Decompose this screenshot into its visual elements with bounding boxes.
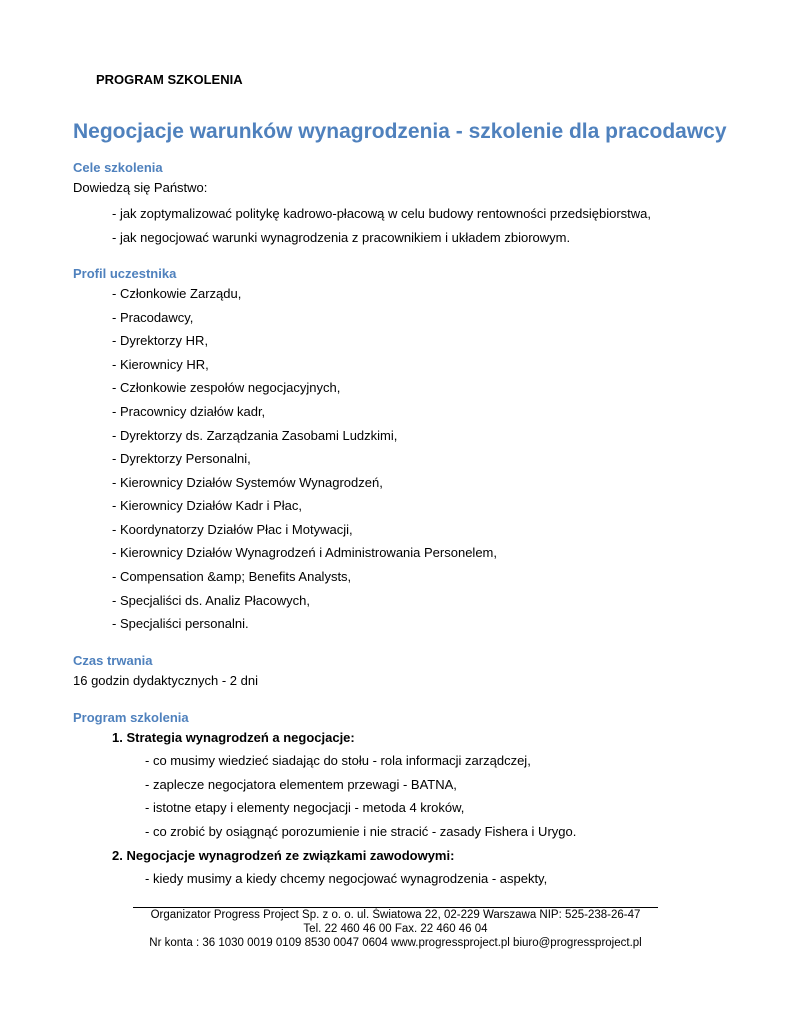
goals-item: - jak negocjować warunki wynagrodzenia z pracownikiem i układem zbiorowym. [112, 230, 571, 245]
profile-item: - Członkowie zespołów negocjacyjnych, [112, 380, 341, 395]
program-section-title: 2. Negocjacje wynagrodzeń ze związkami zawodowymi: [112, 848, 455, 863]
duration-value: 16 godzin dydaktycznych - 2 dni [73, 673, 258, 688]
profile-item: - Koordynatorzy Działów Płac i Motywacji, [112, 522, 353, 537]
footer-phone: Tel. 22 460 46 00 Fax. 22 460 46 04 [303, 923, 488, 935]
footer-account: Nr konta : 36 1030 0019 0109 8530 0047 0604 www.progressproject.pl biuro@progressproject.pl [149, 937, 642, 949]
profile-item: - Kierownicy Działów Wynagrodzeń i Administrowania Personelem, [112, 545, 497, 560]
profile-item: - Członkowie Zarządu, [112, 286, 242, 301]
profile-item: - Dyrektorzy ds. Zarządzania Zasobami Ludzkimi, [112, 428, 398, 443]
program-heading: Program szkolenia [73, 710, 189, 725]
footer-divider [133, 907, 658, 908]
goals-item: - jak zoptymalizować politykę kadrowo-płacową w celu budowy rentowności przedsiębiorstwa, [112, 206, 652, 221]
goals-heading: Cele szkolenia [73, 160, 163, 175]
document-kicker: PROGRAM SZKOLENIA [96, 72, 243, 87]
program-item: - istotne etapy i elementy negocjacji - metoda 4 kroków, [145, 800, 465, 815]
profile-item: - Specjaliści personalni. [112, 616, 249, 631]
program-item: - zaplecze negocjatora elementem przewagi - BATNA, [145, 777, 457, 792]
program-item: - co zrobić by osiągnąć porozumienie i nie stracić - zasady Fishera i Urygo. [145, 824, 577, 839]
program-section-title: 1. Strategia wynagrodzeń a negocjacje: [112, 730, 355, 745]
profile-item: - Kierownicy HR, [112, 357, 209, 372]
profile-item: - Dyrektorzy Personalni, [112, 451, 251, 466]
footer-organizer: Organizator Progress Project Sp. z o. o. ul. Światowa 22, 02-229 Warszawa NIP: 525-238-26-47 [150, 909, 641, 921]
profile-item: - Compensation &amp; Benefits Analysts, [112, 569, 352, 584]
page-title: Negocjacje warunków wynagrodzenia - szkolenie dla pracodawcy [73, 120, 727, 143]
program-item: - kiedy musimy a kiedy chcemy negocjować wynagrodzenia - aspekty, [145, 871, 548, 886]
profile-item: - Kierownicy Działów Systemów Wynagrodzeń, [112, 475, 383, 490]
profile-item: - Kierownicy Działów Kadr i Płac, [112, 498, 303, 513]
goals-intro: Dowiedzą się Państwo: [73, 180, 208, 195]
duration-heading: Czas trwania [73, 653, 153, 668]
profile-item: - Dyrektorzy HR, [112, 333, 209, 348]
profile-item: - Specjaliści ds. Analiz Płacowych, [112, 593, 310, 608]
program-item: - co musimy wiedzieć siadając do stołu - rola informacji zarządczej, [145, 753, 531, 768]
profile-item: - Pracownicy działów kadr, [112, 404, 266, 419]
profile-heading: Profil uczestnika [73, 266, 177, 281]
profile-item: - Pracodawcy, [112, 310, 194, 325]
